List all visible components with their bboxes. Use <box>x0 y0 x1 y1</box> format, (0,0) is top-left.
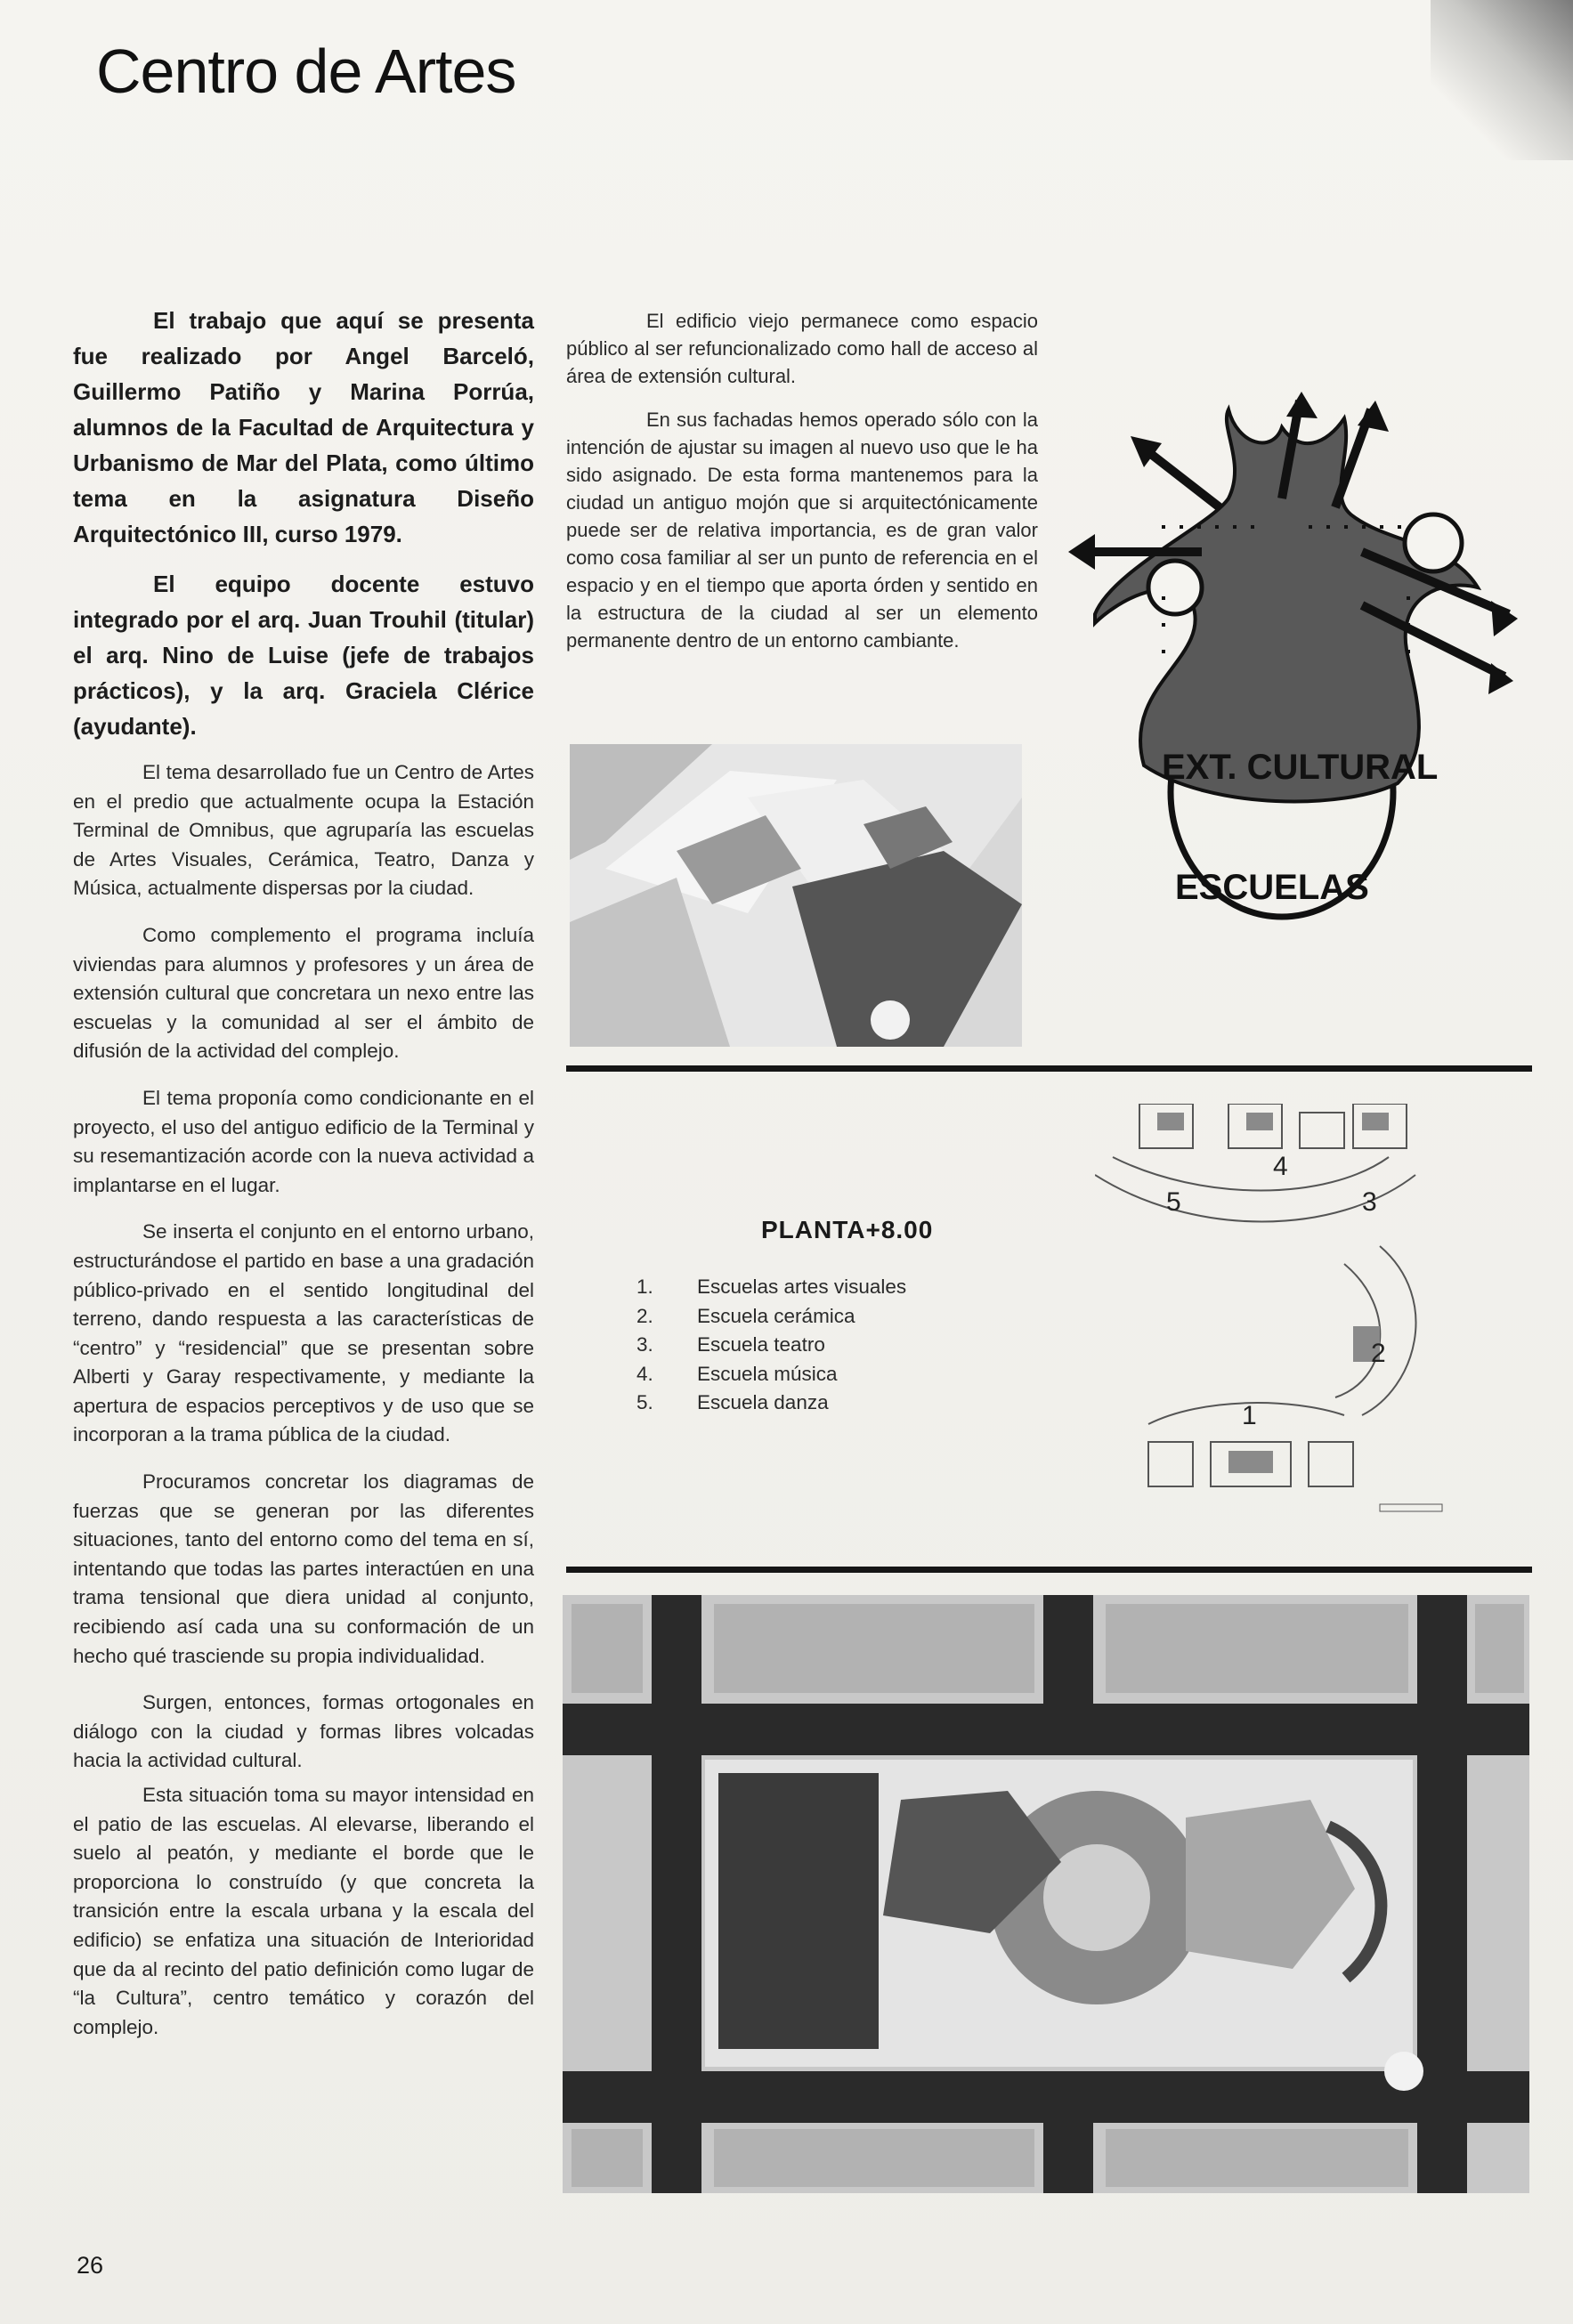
plan-number: 3 <box>1362 1187 1377 1217</box>
legend-number: 4. <box>636 1362 653 1385</box>
legend-number: 5. <box>636 1391 653 1413</box>
site-plan-photo <box>563 1595 1529 2193</box>
body-paragraph: Surgen, entonces, formas ortogonales en diálogo con la ciudad y formas libres volcadas hacia la actividad cultural. <box>73 1691 534 1772</box>
legend-item <box>636 1331 906 1360</box>
plan-number: 4 <box>1273 1152 1288 1181</box>
floor-plan-drawing <box>1095 1104 1451 1513</box>
legend-item <box>636 1273 906 1302</box>
intro-paragraph: El trabajo que aquí se presenta fue realizado por Angel Barceló, Guillermo Patiño y Marina Porrúa, alumnos de la Facultad de Arquitectura y Urbanismo de Mar del Plata, como último tema en la asignatura Diseño Arquitectónico III, curso 1979. <box>73 307 534 547</box>
body-paragraph: Esta situación toma su mayor intensidad en el patio de las escuelas. Al elevarse, liberando el suelo al peatón, y mediante el borde que le proporciona lo construído (y que concreta la transición entre la escala urbana y la escala del edificio) se enfatiza una situación de Interioridad que da al recinto del patio definición como lugar de “la Cultura”, centro temático y corazón del complejo. <box>73 1784 534 2038</box>
section-divider <box>566 1065 1532 1072</box>
plan-title: PLANTA+8.00 <box>761 1216 934 1243</box>
page-number: 26 <box>77 2252 104 2279</box>
section-divider <box>566 1567 1532 1573</box>
legend-label: Escuela música <box>697 1362 838 1385</box>
left-column <box>73 303 534 2060</box>
body-paragraph: Se inserta el conjunto en el entorno urbano, estructurándose el partido en base a una gradación público-privado en el sentido longitudinal del terreno, dando respuesta a las características de “centro” y “residencial” que se presentan sobre Alberti y Garay respectivamente, y mediante la apertura de espacios perceptivos y de uso que se incorporan a la trama pública de la ciudad. <box>73 1220 534 1446</box>
body-paragraph: El tema desarrollado fue un Centro de Artes en el predio que actualmente ocupa la Estación Terminal de Omnibus, que agruparía las escuelas de Artes Visuales, Cerámica, Teatro, Danza y Música, actualmente dispersas por la ciudad. <box>73 761 534 900</box>
body-text <box>73 758 534 2042</box>
legend-item <box>636 1302 906 1332</box>
diagram-label-top: EXT. CULTURAL <box>1162 748 1439 787</box>
plan-number: 1 <box>1242 1401 1257 1430</box>
page-corner-shadow <box>1431 0 1573 160</box>
legend-label: Escuela cerámica <box>697 1304 855 1327</box>
diagram-label-bottom: ESCUELAS <box>1175 868 1369 907</box>
intro-text <box>73 303 534 744</box>
model-photo <box>570 744 1022 1047</box>
force-diagram <box>1059 392 1522 997</box>
legend-number: 1. <box>636 1275 653 1298</box>
plan-number: 2 <box>1371 1339 1386 1368</box>
plan-number: 5 <box>1166 1187 1181 1217</box>
legend-number: 2. <box>636 1304 653 1327</box>
body-paragraph: Procuramos concretar los diagramas de fuerzas que se generan por las diferentes situaciones, tanto del entorno como del tema en sí, intentando que todas las partes interactúen en una trama tensional que diera unidad al conjunto, recibiendo así cada una su conformación de un hecho qué trasciende su propia individualidad. <box>73 1470 534 1667</box>
legend-label: Escuela teatro <box>697 1333 825 1356</box>
legend-number: 3. <box>636 1333 653 1356</box>
middle-paragraph: En sus fachadas hemos operado sólo con la intención de ajustar su imagen al nuevo uso que le ha sido asignado. De esta forma mantenemos para la ciudad un antiguo mojón que si arquitectónicamente puede ser de relativa importancia, es de gran valor como cosa familiar al ser un punto de referencia en el espacio y en el tiempo que aporta órden y sentido en la estructura de la ciudad al ser un elemento permanente dentro de un entorno cambiante. <box>566 409 1038 652</box>
intro-paragraph: El equipo docente estuvo integrado por el arq. Juan Trouhil (titular) el arq. Nino de Luise (jefe de trabajos prácticos), y la arq. Graciela Clérice (ayudante). <box>73 571 534 740</box>
legend-label: Escuelas artes visuales <box>697 1275 907 1298</box>
page-title: Centro de Artes <box>96 36 516 106</box>
legend-label: Escuela danza <box>697 1391 829 1413</box>
plan-legend <box>636 1273 906 1418</box>
legend-item <box>636 1389 906 1418</box>
middle-column <box>566 307 1038 670</box>
body-paragraph: El tema proponía como condicionante en el proyecto, el uso del antiguo edificio de la Terminal y su resemantización acorde con la nueva actividad a implantarse en el lugar. <box>73 1086 534 1196</box>
legend-item <box>636 1360 906 1389</box>
middle-paragraph: El edificio viejo permanece como espacio público al ser refuncionalizado como hall de acceso al área de extensión cultural. <box>566 310 1038 387</box>
body-paragraph: Como complemento el programa incluía viviendas para alumnos y profesores y un área de extensión cultural que concretara un nexo entre las escuelas y la comunidad al ser el ámbito de difusión de la actividad del complejo. <box>73 923 534 1063</box>
